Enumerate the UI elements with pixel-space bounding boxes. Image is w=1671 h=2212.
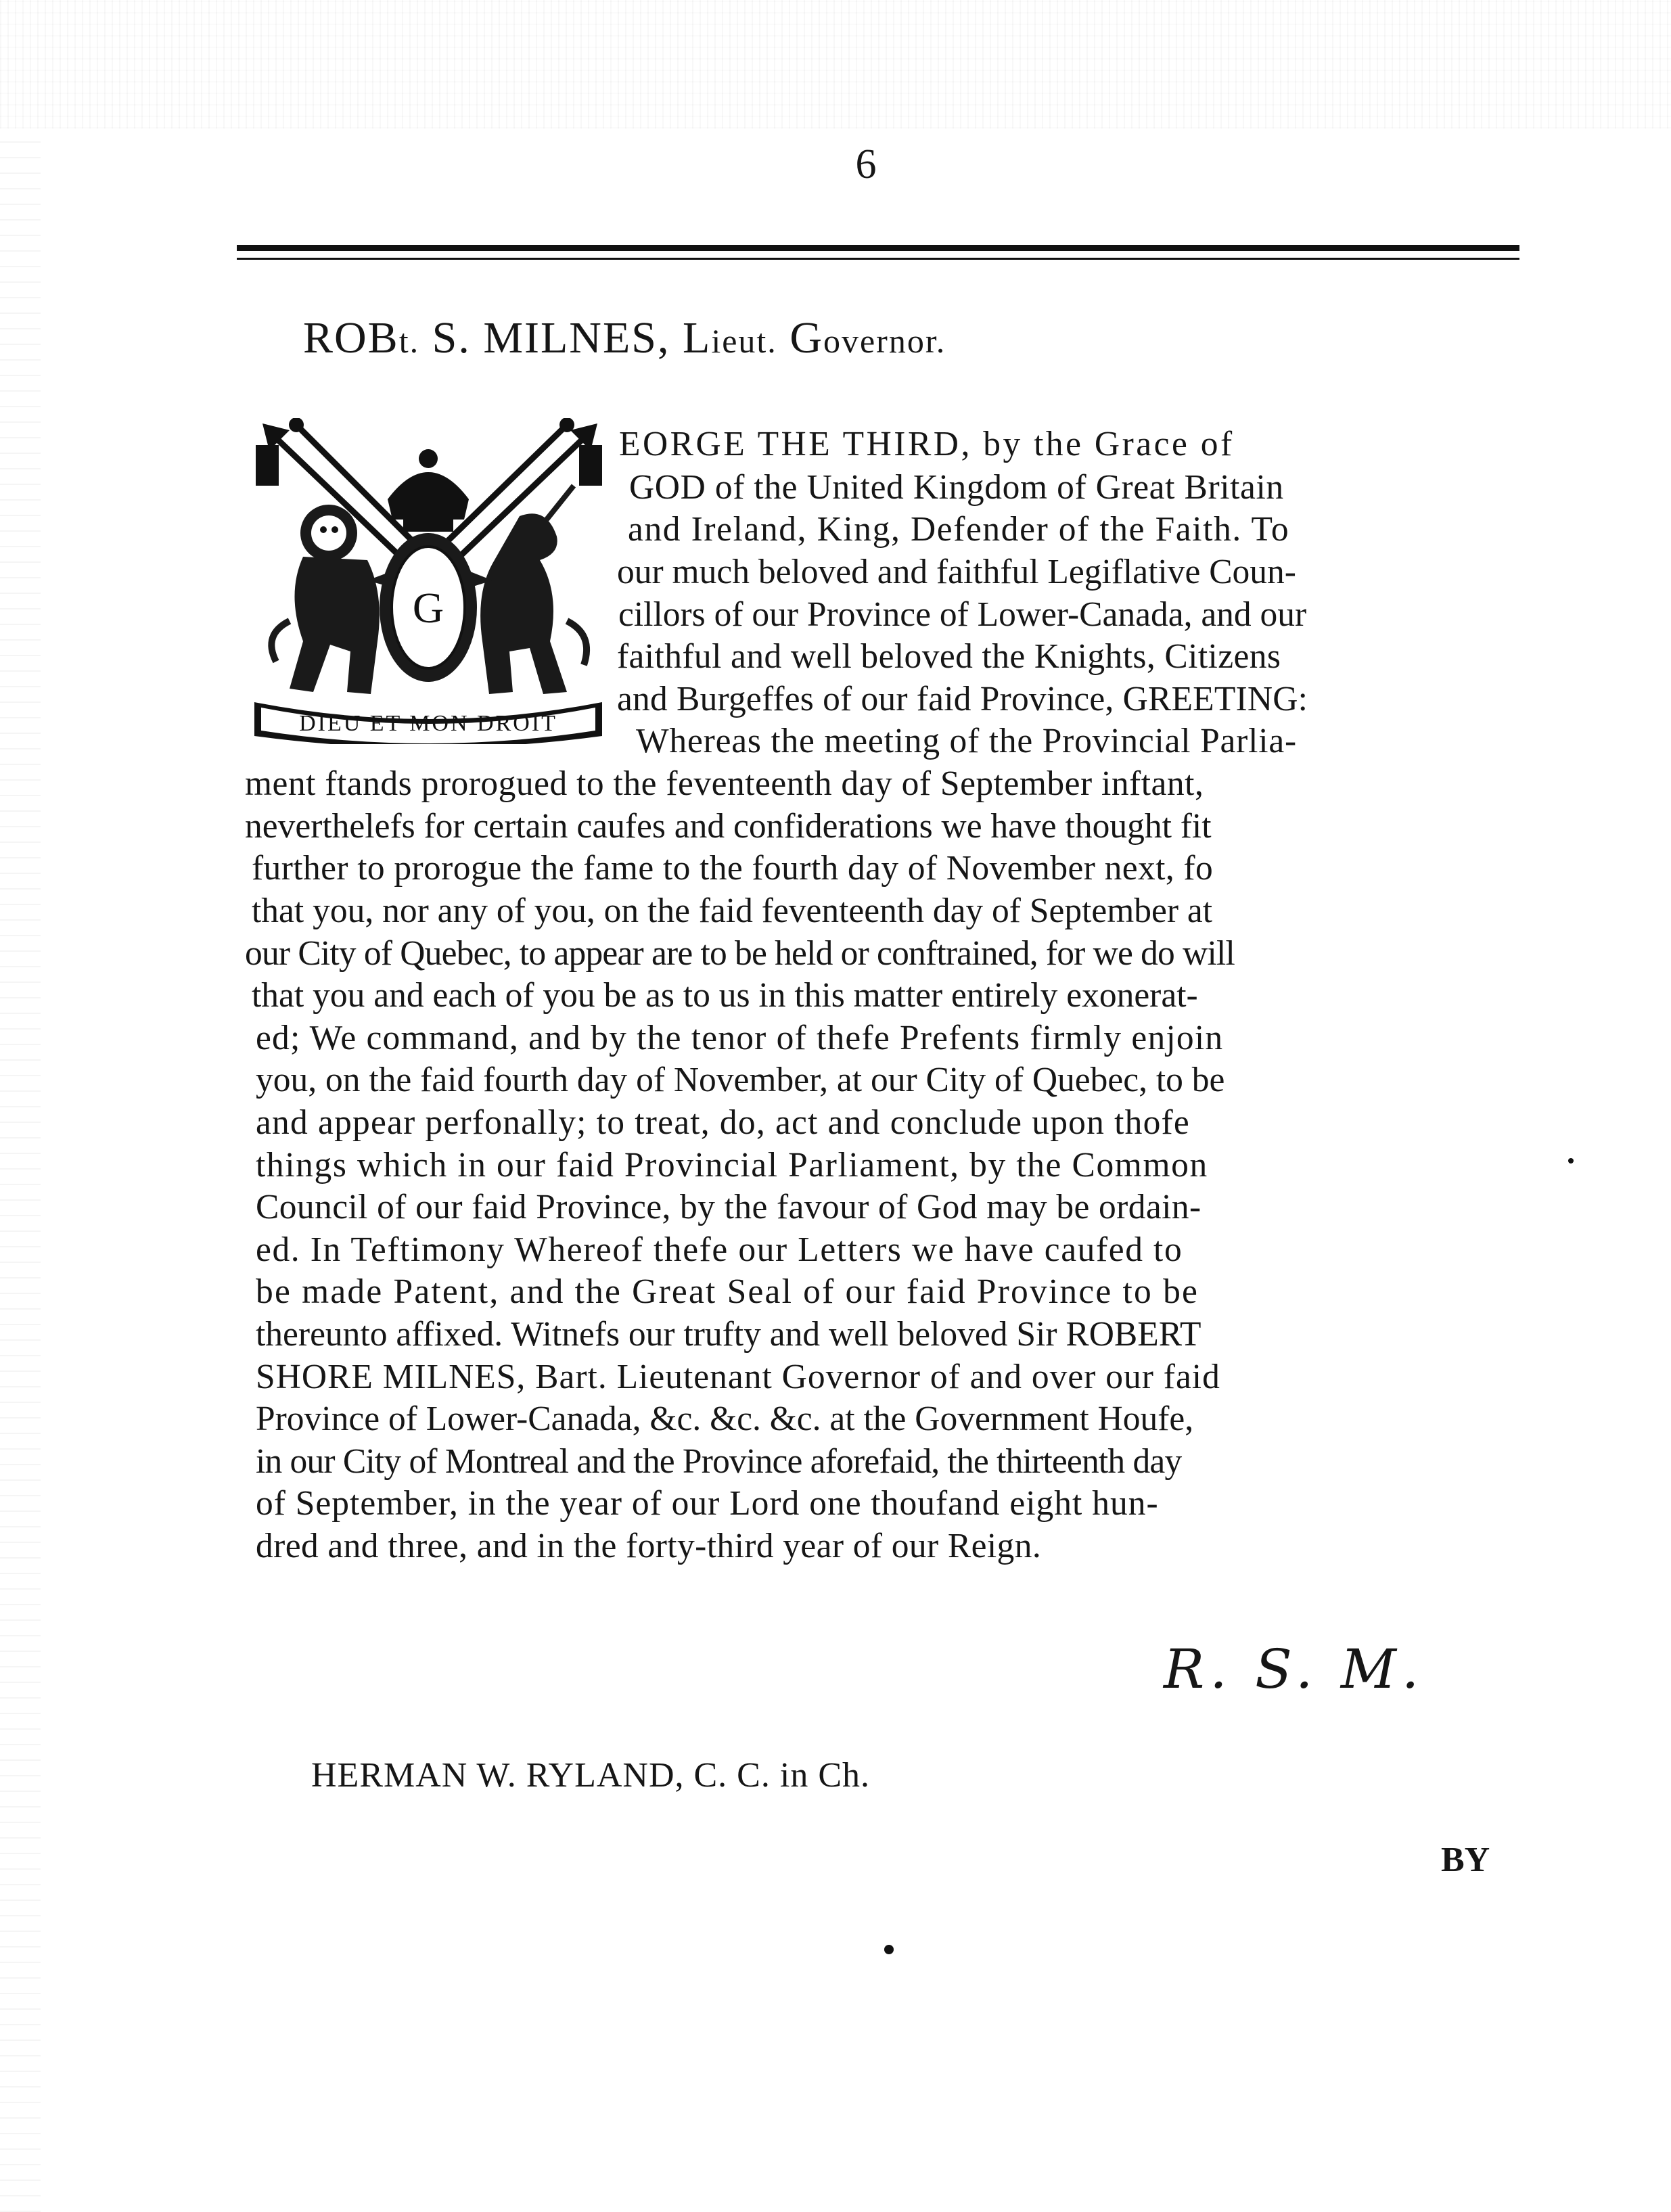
heading-l: L [683,313,712,363]
header-rule-thin [237,258,1519,260]
body-line-5: cillors of our Province of Lower-Canada, and our [618,595,1307,634]
body-line-14: that you and each of you be as to us in this matter entirely exonerat- [252,976,1198,1015]
body-line-17: and appear perfonally; to treat, do, act and conclude upon thofe [256,1103,1190,1142]
bottom-dot [884,1945,894,1954]
body-line-25: in our City of Montreal and the Province aforefaid, the thirteenth day [256,1442,1182,1481]
coat-initial: G [412,584,444,632]
catchword: BY [1441,1841,1490,1879]
body-line-2: GOD of the United Kingdom of Great Britain [629,468,1284,507]
heading-g: G [777,313,823,363]
body-line-21: be made Patent, and the Great Seal of our faid Province to be [256,1272,1199,1311]
body-line-18: things which in our faid Provincial Parliament, by the Common [256,1146,1208,1184]
body-line-10: neverthelefs for certain caufes and confiderations we have thought fit [245,807,1212,846]
body-line-12: that you, nor any of you, on the faid feventeenth day of September at [252,892,1213,930]
scan-noise-left [0,129,41,2212]
body-line-8: Whereas the meeting of the Provincial Parlia- [636,722,1297,760]
body-line-3: and Ireland, King, Defender of the Faith. To [628,510,1290,549]
body-line-6: faithful and well beloved the Knights, Citizens [617,637,1281,676]
scan-noise-top [0,0,1671,129]
body-line-4: our much beloved and faithful Legiflative Coun- [617,553,1296,591]
signature-initials: R. S. M. [1164,1638,1425,1701]
heading-rob: ROB [303,313,399,363]
body-line-19: Council of our faid Province, by the favour of God may be ordain- [256,1188,1201,1226]
body-line-27: dred and three, and in the forty-third year of our Reign. [256,1527,1042,1565]
body-line-7: and Burgeffes of our faid Province, GREETING: [617,680,1308,718]
heading-ieut: ieut. [711,322,777,360]
body-line-23: SHORE MILNES, Bart. Lieutenant Governor of and over our faid [256,1358,1220,1396]
body-line-26: of September, in the year of our Lord one thoufand eight hun- [256,1484,1159,1523]
page-number: 6 [855,141,877,187]
header-rule-thick [237,245,1519,251]
body-line-15: ed; We command, and by the tenor of thefe Prefents firmly enjoin [256,1019,1224,1057]
heading-overnor: overnor. [823,322,946,360]
royal-coat-of-arms-icon [249,418,608,744]
body-line-16: you, on the faid fourth day of November, at our City of Quebec, to be [256,1061,1225,1099]
proclamation-heading [303,308,1453,371]
body-line-9: ment ftands prorogued to the feventeenth day of September inftant, [245,764,1204,803]
margin-dot [1568,1158,1574,1163]
body-line-22: thereunto affixed. Witnefs our trufty and well beloved Sir ROBERT [256,1315,1201,1354]
body-line-24: Province of Lower-Canada, &c. &c. &c. at the Government Houfe, [256,1400,1194,1438]
heading-name: S. MILNES, [419,313,683,363]
body-line-20: ed. In Teftimony Whereof thefe our Letters we have caufed to [256,1230,1183,1269]
coat-motto: DIEU ET MON DROIT [299,711,557,736]
heading-rob-t: t. [398,322,420,360]
body-line-1: EORGE THE THIRD, by the Grace of [619,425,1235,463]
countersignature: HERMAN W. RYLAND, C. C. in Ch. [311,1756,870,1795]
body-line-13: our City of Quebec, to appear are to be held or conftrained, for we do will [245,934,1235,973]
body-line-11: further to prorogue the fame to the fourth day of November next, fo [252,849,1214,888]
